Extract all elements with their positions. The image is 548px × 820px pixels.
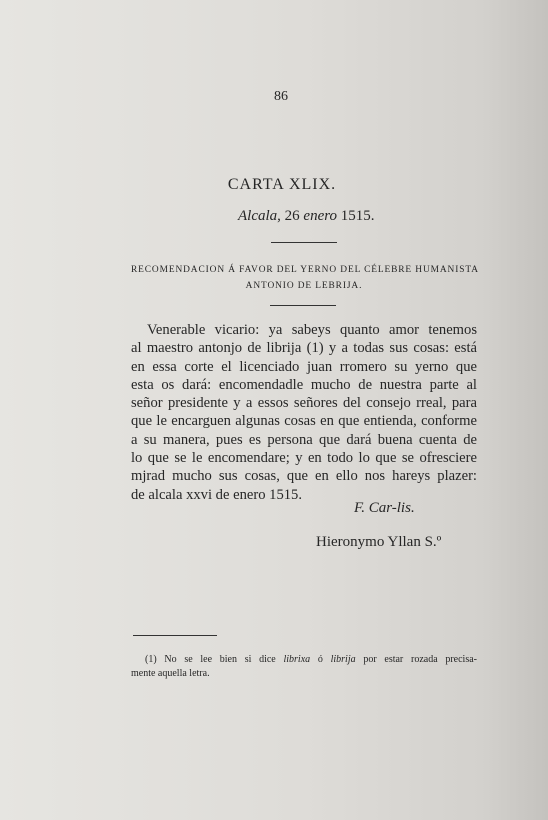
footnote-text: (1) No se lee bien si dice — [145, 654, 284, 665]
place-name: Alcala — [238, 208, 278, 224]
footnote-line — [131, 653, 477, 667]
footnote — [131, 653, 477, 681]
body-line: en essa corte el licenciado juan rromero su yerno que — [131, 358, 477, 375]
body-line: esta os dará: encomendadle mucho de nuestra parte al — [131, 376, 477, 393]
heading-divider — [270, 305, 336, 306]
date-year: 1515. — [337, 208, 375, 224]
signature-king: F. Car-lis. — [354, 500, 415, 516]
footnote-variant: librixa — [283, 654, 311, 665]
letter-body — [131, 321, 477, 504]
heading-line: ANTONIO DE LEBRIJA. — [245, 281, 363, 291]
title-divider — [271, 242, 337, 243]
signature-secretary: Hieronymo Yllan S.º — [316, 534, 442, 550]
body-line: de alcala xxvi de enero 1515. — [131, 486, 302, 503]
date-day: , 26 — [277, 208, 304, 224]
letter-title: CARTA XLIX. — [227, 176, 337, 193]
body-line: señor presidente y a essos señores del consejo rreal, para — [131, 395, 477, 412]
place-date — [238, 208, 375, 225]
body-line: a su manera, pues es persona que dará buena cuenta de — [131, 431, 477, 448]
footnote-text: por estar rozada precisa- — [355, 654, 477, 665]
footnote-text: ó — [310, 654, 331, 665]
footnote-line: mente aquella letra. — [131, 668, 210, 679]
body-line: al maestro antonjo de librija (1) y a todas sus cosas: está — [131, 340, 477, 357]
footnote-variant: librija — [330, 654, 356, 665]
date-month: enero — [303, 208, 338, 224]
letter-heading — [131, 262, 477, 294]
heading-line: RECOMENDACION Á FAVOR DEL YERNO DEL CÉLEBRE HUMANISTA — [131, 265, 479, 275]
body-line: lo que se le encomendare; y en todo lo que se ofresciere — [131, 450, 477, 467]
body-line: mjrad mucho sus cosas, que en ello nos hareys plazer: — [131, 468, 477, 485]
page-number: 86 — [274, 89, 288, 104]
body-line: Venerable vicario: ya sabeys quanto amor tenemos — [147, 322, 477, 338]
footnote-divider — [133, 635, 217, 636]
body-line: que le encarguen algunas cosas en que entienda, conforme — [131, 413, 477, 430]
